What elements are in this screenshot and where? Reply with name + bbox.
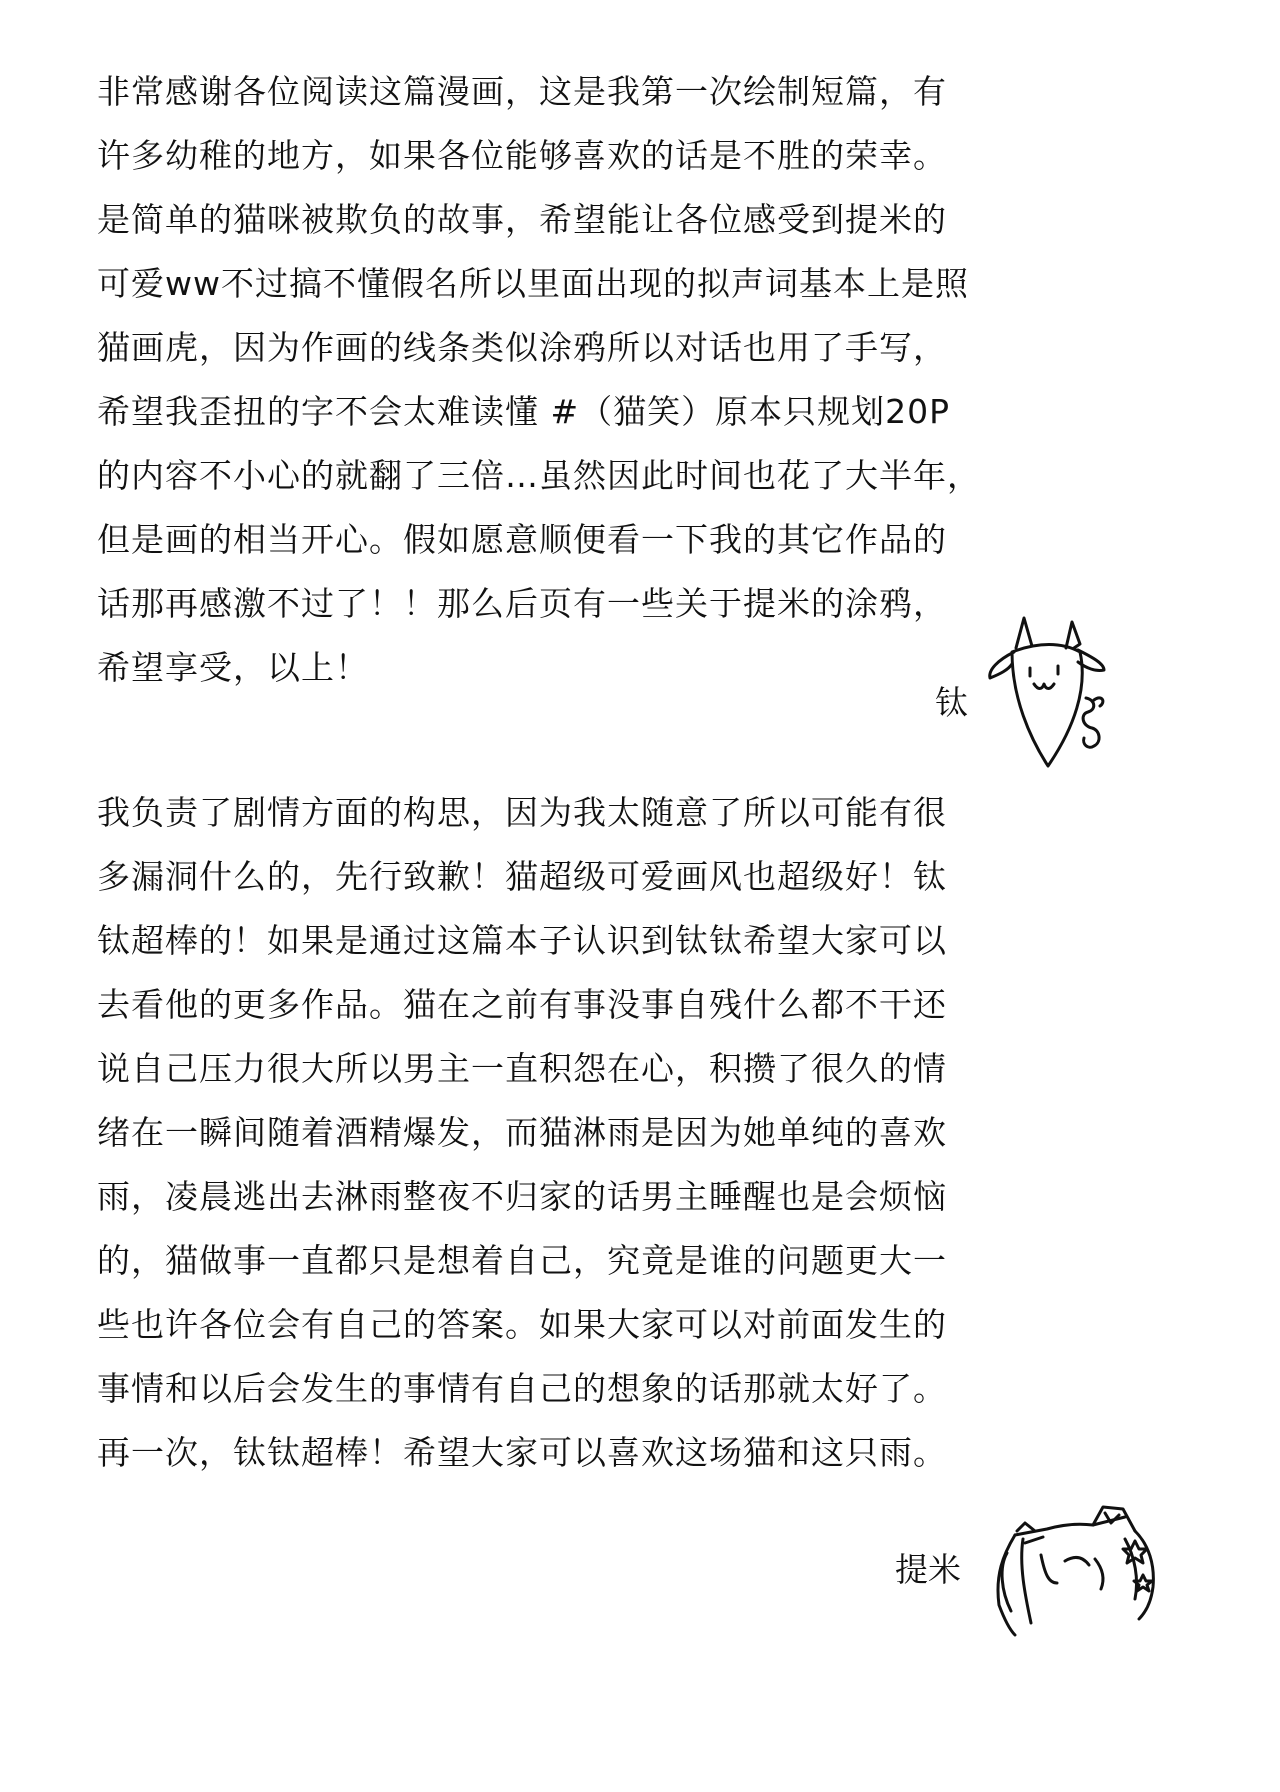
text-line: 绪在一瞬间随着酒精爆发，而猫淋雨是因为她单纯的喜欢 bbox=[97, 1113, 947, 1152]
text-line: 多漏洞什么的，先行致歉！猫超级可爱画风也超级好！钛 bbox=[97, 857, 947, 896]
text-line: 说自己压力很大所以男主一直积怨在心，积攒了很久的情 bbox=[97, 1049, 947, 1088]
cat-doodle-icon bbox=[985, 1495, 1165, 1640]
text-line: 可爱ww不过搞不懂假名所以里面出现的拟声词基本上是照 bbox=[97, 264, 969, 303]
text-line: 但是画的相当开心。假如愿意顺便看一下我的其它作品的 bbox=[97, 520, 947, 559]
signature-author-2: 提米 bbox=[895, 1550, 961, 1589]
text-line: 希望我歪扭的字不会太难读懂 #（猫笑）原本只规划20P bbox=[97, 392, 951, 431]
text-line: 些也许各位会有自己的答案。如果大家可以对前面发生的 bbox=[97, 1305, 947, 1344]
text-line: 话那再感激不过了！！那么后页有一些关于提米的涂鸦， bbox=[97, 584, 947, 623]
afterword-paragraph-1 bbox=[97, 60, 981, 700]
signature-author-1: 钛 bbox=[935, 683, 968, 722]
afterword-paragraph-2 bbox=[97, 781, 947, 1485]
text-line: 是简单的猫咪被欺负的故事，希望能让各位感受到提米的 bbox=[97, 200, 947, 239]
text-line: 再一次，钛钛超棒！希望大家可以喜欢这场猫和这只雨。 bbox=[97, 1433, 947, 1472]
text-line: 去看他的更多作品。猫在之前有事没事自残什么都不干还 bbox=[97, 985, 947, 1024]
text-line: 雨，凌晨逃出去淋雨整夜不归家的话男主睡醒也是会烦恼 bbox=[97, 1177, 947, 1216]
text-line: 钛超棒的！如果是通过这篇本子认识到钛钛希望大家可以 bbox=[97, 921, 947, 960]
text-line: 希望享受，以上！ bbox=[97, 648, 369, 687]
text-line: 事情和以后会发生的事情有自己的想象的话那就太好了。 bbox=[97, 1369, 947, 1408]
text-line: 猫画虎，因为作画的线条类似涂鸦所以对话也用了手写， bbox=[97, 328, 947, 367]
text-line: 许多幼稚的地方，如果各位能够喜欢的话是不胜的荣幸。 bbox=[97, 136, 947, 175]
text-line: 的，猫做事一直都只是想着自己，究竟是谁的问题更大一 bbox=[97, 1241, 947, 1280]
text-line: 非常感谢各位阅读这篇漫画，这是我第一次绘制短篇，有 bbox=[97, 72, 947, 111]
text-line: 的内容不小心的就翻了三倍…虽然因此时间也花了大半年， bbox=[97, 456, 981, 495]
text-line: 我负责了剧情方面的构思，因为我太随意了所以可能有很 bbox=[97, 793, 947, 832]
goat-doodle-icon bbox=[978, 608, 1113, 773]
